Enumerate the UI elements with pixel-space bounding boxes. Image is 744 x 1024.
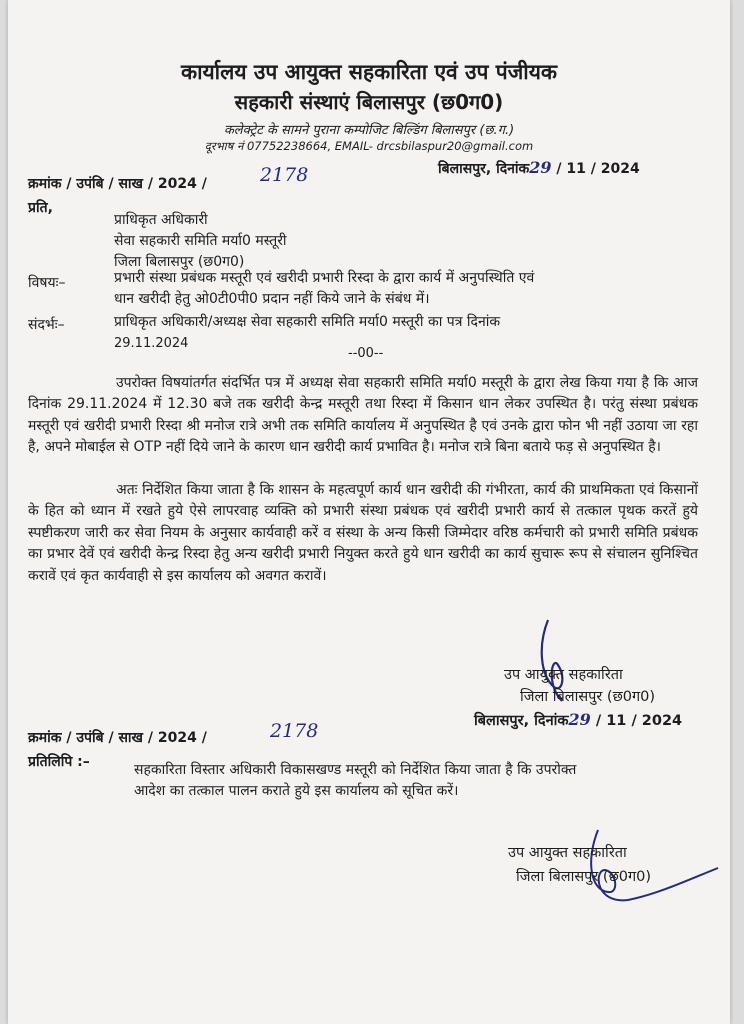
sandarbh-line2: 29.11.2024: [114, 336, 189, 351]
office-title-line2: सहकारी संस्थाएं बिलासपुर (छ0ग0): [234, 90, 504, 114]
office-contact: दूरभाष नं 07752238664, EMAIL- drcsbilaspur20@gmail.com: [204, 139, 534, 153]
pratilipi-label: प्रतिलिपि :–: [28, 754, 90, 770]
sandarbh-line1: प्राधिकृत अधिकारी/अध्यक्ष सेवा सहकारी समिति मर्या0 मस्तूरी का पत्र दिनांक: [114, 314, 501, 330]
office-title-line1: कार्यालय उप आयुक्त सहकारिता एवं उप पंजीयक: [180, 60, 558, 84]
subject-line2: धान खरीदी हेतु ओ0टी0पी0 प्रदान नहीं किये जाने के संबंध में।: [114, 291, 430, 307]
body-paragraph-1: उपरोक्त विषयांतर्गत संदर्भित पत्र में अध्यक्ष सेवा सहकारी समिति मर्या0 मस्तूरी के द्वारा लेख किया गया है कि आज दिनांक 29.11.2024 में 12.30 बजे तक खरीदी केन्द्र मस्तूरी तथा रिस्दा में किसान धान लेकर उपस्थित है। परंतु संस्था प्रबंधक मस्तूरी एवं खरीदी प्रभारी रिस्दा श्री मनोज रात्रे अभी तक समिति कार्यालय में अनुपस्थित है एवं उनके द्वारा फोन भी नहीं उठाया जा रहा है, अपने मोबाईल से OTP नहीं दिये जाने के कारण धान खरीदी कार्य प्रभावित है। मनोज रात्रे बिना बताये फड़ से अनुपस्थित है।: [28, 375, 698, 456]
signature1-district: जिला बिलासपुर (छ0ग0): [520, 689, 656, 705]
signature2-district: जिला बिलासपुर (छ0ग0): [516, 869, 652, 885]
copy-line1: सहकारिता विस्तार अधिकारी विकासखण्ड मस्तूरी को निर्देशित किया जाता है कि उपरोक्त: [134, 762, 577, 778]
signature1-date-rest: / 11 / 2024: [595, 713, 683, 729]
signature1-date-prefix: बिलासपुर, दिनांक: [474, 713, 569, 729]
document-page: [8, 0, 730, 1024]
signature2-designation: उप आयुक्त सहकारिता: [508, 845, 627, 861]
prati-label: प्रति,: [28, 200, 53, 216]
date-day: 29: [529, 158, 552, 177]
body-paragraph-2: अतः निर्देशित किया जाता है कि शासन के महत्वपूर्ण कार्य धान खरीदी की गंभीरता, कार्य की प्राथमिकता एवं किसानों के हित को ध्यान में रखते हुये ऐसे लापरवाह व्यक्ति को प्रभारी संस्था प्रबंधक एवं खरीदी प्रभारी कार्य से तत्काल पृथक करतें हुये स्पष्टीकरण जारी कर सेवा नियम के अनुसार कार्यवाही करें व संस्था के अन्य किसी जिम्मेदार वरिष्ठ कर्मचारी को प्रभारी समिति प्रबंधक का प्रभार देवें एवं खरीदी केन्द्र रिस्दा हेतु अन्य खरीदी प्रभारी नियुक्त करते हुये धान खरीदी का कार्य सुचारू रूप से संचालन सुनिश्चित करावें एवं कृत कार्यवाही से इस कार्यालय को अवगत करावें।: [28, 482, 698, 584]
date-rest: / 11 / 2024: [556, 161, 640, 177]
separator: --00--: [348, 346, 384, 361]
kramank-label: क्रमांक / उपंबि / साख / 2024 /: [28, 176, 207, 192]
copy-kramank-number: 2178: [270, 720, 319, 742]
place-date-prefix: बिलासपुर, दिनांक: [438, 161, 530, 177]
sandarbh-label: संदर्भः–: [28, 317, 65, 333]
recipient-line1: प्राधिकृत अधिकारी: [114, 212, 208, 228]
subject-label: विषयः–: [28, 275, 66, 291]
recipient-line3: जिला बिलासपुर (छ0ग0): [114, 254, 245, 270]
office-address: कलेक्ट्रेट के सामने पुराना कम्पोजिट बिल्डिंग बिलासपुर (छ.ग.): [223, 123, 515, 138]
copy-line2: आदेश का तत्काल पालन कराते हुये इस कार्यालय को सूचित करें।: [134, 783, 459, 799]
signature1-date-day: 29: [568, 710, 591, 729]
place-date: [438, 158, 640, 178]
subject-line1: प्रभारी संस्था प्रबंधक मस्तूरी एवं खरीदी प्रभारी रिस्दा के द्वारा कार्य में अनुपस्थिति एवं: [114, 270, 535, 286]
signature1-place-date: [474, 709, 682, 732]
copy-kramank-label: क्रमांक / उपंबि / साख / 2024 /: [28, 730, 207, 746]
signature1-designation: उप आयुक्त सहकारिता: [504, 667, 623, 683]
kramank-number: 2178: [260, 164, 309, 186]
recipient-line2: सेवा सहकारी समिति मर्या0 मस्तूरी: [114, 233, 287, 249]
